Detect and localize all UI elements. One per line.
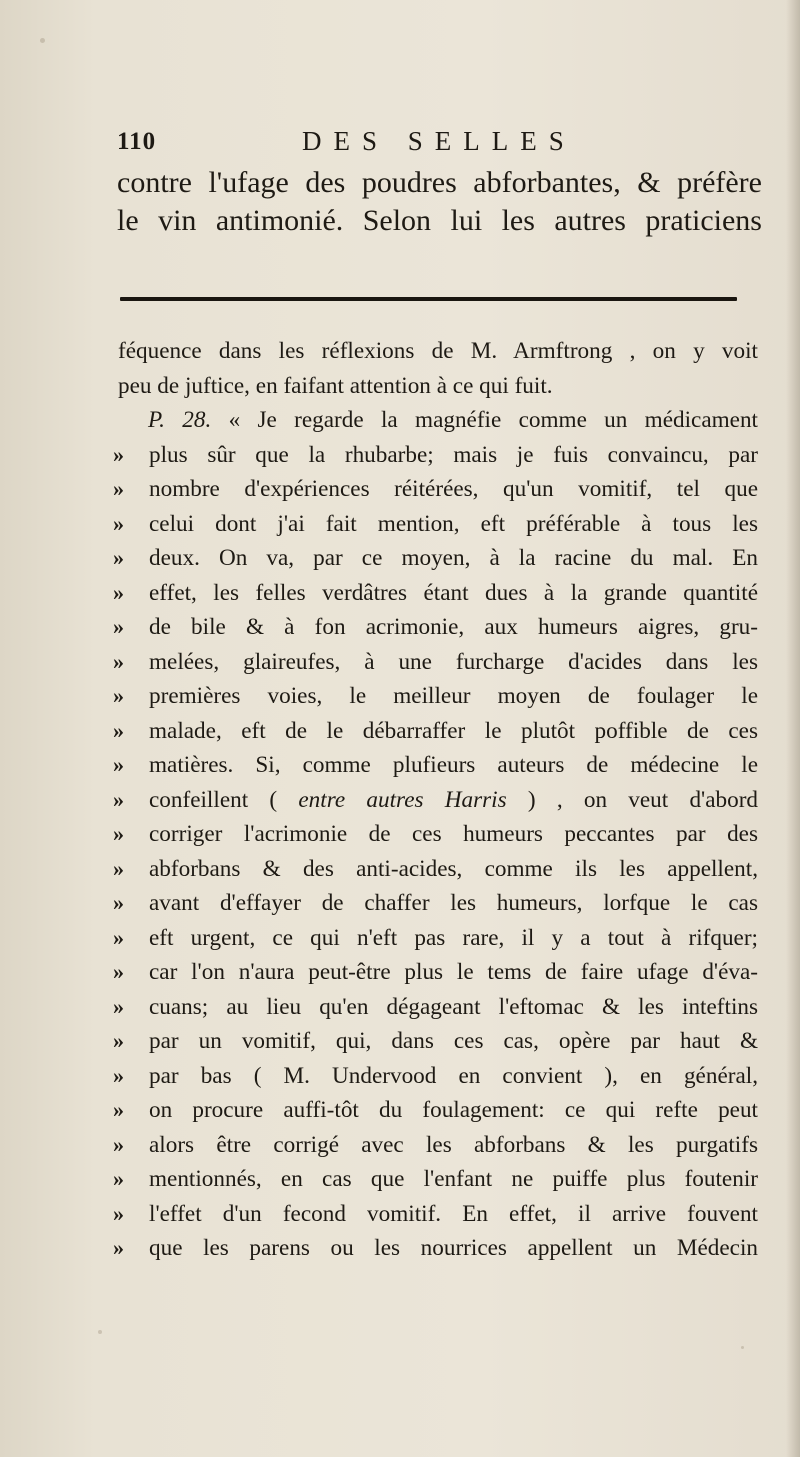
main-text-line: contre l'ufage des poudres abforbantes, & préfère [117,166,762,199]
footnote-text: peu de juftice, en faifant attention à ce qui fuit. [118,372,553,399]
footnote-text: abforbans & des anti-acides, comme ils les appellent, [149,855,758,882]
running-title: DES SELLES [302,126,576,156]
footnote-text: malade, eft de le débarraffer le plutôt poffible de ces [149,717,758,744]
paper-speck [98,1330,102,1334]
quotation-mark: » [113,510,124,536]
quotation-mark: » [113,545,124,570]
footnote-text: celui dont j'ai fait mention, eft préférable à tous les [149,510,758,537]
footnote-line [113,1097,758,1132]
quotation-mark: » [113,924,124,950]
footnote-line [113,855,758,891]
footnote-line [113,924,758,960]
footnote-line [118,338,758,373]
footnote-text: melées, glaireufes, à une furcharge d'acides dans les [149,648,758,675]
footnote-line [118,407,758,442]
footnote-line [113,441,758,477]
running-header [117,128,757,164]
footnote-text: mentionnés, en cas que l'enfant ne puiffe plus foutenir [149,1166,758,1192]
footnote-line [113,959,758,994]
footnote-text-rest: « Je regarde la magnéfie comme un médicament [228,407,758,433]
footnote-line [113,890,758,925]
footnote-text: deux. On va, par ce moyen, à la racine du mal. En [149,545,758,571]
footnote-line [113,476,758,511]
footnote-line [113,786,759,822]
footnote-text: car l'on n'aura peut-être plus le tems de faire ufage d'éva- [149,959,758,985]
footnote-text: plus sûr que la rhubarbe; mais je fuis convaincu, par [149,441,758,468]
page-edge-shadow [786,0,800,1457]
quotation-mark: » [113,786,124,812]
quotation-mark: » [113,1131,124,1157]
footnote-line [113,993,758,1029]
footnote-text: par un vomitif, qui, dans ces cas, opère par haut & [149,1028,758,1054]
footnote-text: matières. Si, comme plufieurs auteurs de médecine le [149,752,758,778]
quotation-mark: » [113,1166,124,1191]
footnote-line [113,545,758,580]
quotation-mark: » [113,993,124,1019]
footnote-text: avant d'effayer de chaffer les humeurs, lorfque le cas [149,890,758,916]
footnote-text: de bile & à fon acrimonie, aux humeurs aigres, gru- [149,614,758,640]
footnote-text: nombre d'expériences réitérées, qu'un vomitif, tel que [149,476,758,502]
footnote-line [113,648,758,684]
paper-speck [40,38,45,43]
footnote-text: que les parens ou les nourrices appellent un Médecin [149,1235,758,1261]
footnote-text: féquence dans les réflexions de M. Armftrong , on y voit [118,338,758,364]
footnote-text: corriger l'acrimonie de ces humeurs peccantes par des [149,821,758,847]
quotation-mark: » [113,683,124,708]
quotation-mark: » [113,1062,124,1088]
quotation-mark: » [113,752,124,777]
footnote-text: l'effet d'un fecond vomitif. En effet, il arrive fouvent [149,1200,758,1227]
footnote-line [113,1062,758,1098]
quotation-mark: » [113,648,124,674]
footnote-text: par bas ( M. Undervood en convient ), en général, [149,1062,758,1089]
footnote-text: premières voies, le meilleur moyen de foulager le [149,683,758,709]
main-text-line: le vin antimonié. Selon lui les autres praticiens [117,204,762,237]
footnote-line [113,1131,758,1167]
quotation-mark: » [113,1200,124,1226]
footnote-text: alors être corrigé avec les abforbans & les purgatifs [149,1131,758,1158]
page-number: 110 [117,128,157,155]
footnote-line [113,752,758,787]
footnote-line [113,683,758,718]
footnote-text: effet, les felles verdâtres étant dues à la grande quantité [149,579,758,606]
quotation-mark: » [113,959,124,984]
quotation-mark: » [113,1097,124,1122]
italic-citation: entre autres Harris [298,786,507,813]
footnote-line [113,1200,758,1236]
quotation-mark: » [113,579,124,605]
quotation-mark: » [113,1028,124,1053]
footnote-line [113,1028,758,1063]
footnote-line [118,373,758,408]
footnote-text [148,407,758,434]
footnote-line [113,614,758,649]
paper-speck [741,1346,744,1349]
quotation-mark: » [113,1235,124,1260]
footnote-line [113,579,758,615]
footnote-line [113,1166,758,1201]
footnote-line [113,821,758,856]
footnote-line [113,1235,758,1270]
footnote-text: cuans; au lieu qu'en dégageant l'eftomac & les inteftins [149,993,758,1020]
quotation-mark: » [113,855,124,881]
footnote-text-post: ) , on veut d'abord [527,786,759,813]
quotation-mark: » [113,821,124,846]
quotation-mark: » [113,476,124,501]
quotation-mark: » [113,614,124,639]
footnote-text: on procure auffi-tôt du foulagement: ce qui refte peut [149,1097,758,1123]
footnote-text [149,787,758,814]
separator-rule [120,297,737,301]
page-reference: P. 28. [148,407,212,433]
footnote-line [113,717,758,753]
main-text-fragment [117,164,762,240]
footnote-text: eft urgent, ce qui n'eft pas rare, il y a tout à rifquer; [149,924,758,951]
quotation-mark: » [113,441,124,467]
footnote-block [113,338,759,1270]
footnote-text-pre: confeillent ( [149,786,278,813]
quotation-mark: » [113,890,124,915]
quotation-mark: » [113,717,124,743]
footnote-line [113,510,758,546]
